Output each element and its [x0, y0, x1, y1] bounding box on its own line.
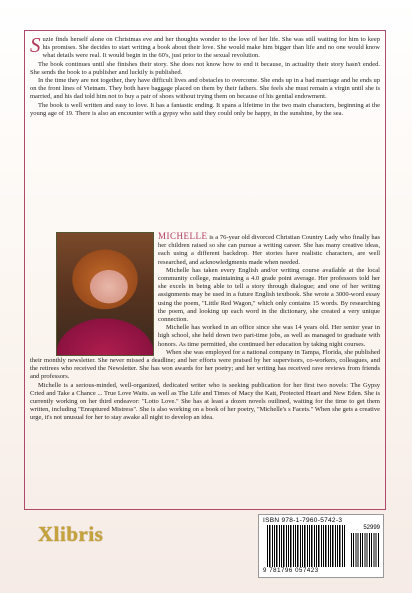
bio-paragraph: Michelle has worked in an office since she was 14 years old. Her senior year in high school, she held down two part-time jobs, as well as managed to graduate with honors. As time permitted, she continued her education by taking night courses. [158, 324, 380, 348]
barcode-addon-bars [351, 533, 379, 567]
author-photo [56, 232, 154, 356]
summary-paragraph [30, 33, 380, 61]
author-intro: is a 76-year old divorced Christian Country Lady who finally has her children raised so she can pursue a writing career. She has many creative ideas, each using a different backdrop. Her stories have realistic characters, are well researched, and acknowledgments made when needed. [158, 234, 380, 266]
barcode-bars [267, 525, 345, 567]
bio-paragraph: Michelle has taken every English and/or writing course available at the local community college, maintaining a 4.0 grade point average. Her professors told her she excels in being able to tell a story through dialogue; and one of her writing assignments may be used in a future English textbook. She wrote a 3000-word essay using the poem, "Little Red Wagon," which only contains 15 words. By researching the poem, and looking up each word in the dictionary, she created a very unique connection. [158, 266, 380, 324]
summary-paragraph: The book continues until she finishes their story. She does not know how to end it because, in actuality their story hasn't ended. She sends the book to a publisher and luckily is published. [30, 60, 380, 76]
author-name: MICHELLE [158, 231, 208, 241]
summary-paragraph: The book is well written and easy to love. It has a fantastic ending. It spans a lifetime in the two main characters, beginning at the young age of 19. There is also an encounter with a gypsy who said they could only be happy, in the sunshine, by the sea. [30, 101, 380, 117]
barcode-digits: 9 781796 057423 [263, 568, 319, 574]
price-code: 52999 [363, 525, 380, 531]
book-summary [30, 33, 380, 118]
isbn-barcode [258, 514, 384, 578]
bio-paragraph: Michelle is a serious-minded, well-organized, dedicated writer who is seeking publication for her first two novels: The Gypsy Cried and Take a Chance ... True Love Waits. as well as The Life and Times of Macy the Katt, Protected Heart and New Eden. She is currently working on her third endeavor: "Lotto Love." She has at least a dozen novels outlined, waiting for the time to get them written, including "Enraptured Mistress". She is also working on a book of her poetry, "Michelle's s Facets." When she gets a creative urge, it's not unusual for her to stay awake all night to develop an idea. [30, 381, 380, 422]
dropcap-letter: S [30, 33, 41, 57]
bio-paragraph: When she was employed for a national company in Tampa, Florida, she published their monthly newsletter. She never missed a deadline; and her efforts were praised by her supervisors, co-workers, colleagues, and the retirees who received the Newsletter. She has won awards for her poetry; and her writing has received rave reviews from friends and professors. [30, 348, 380, 381]
isbn-label: ISBN 978-1-7960-5742-3 [263, 517, 343, 524]
summary-text: uzie finds herself alone on Christmas eve and her thoughts wonder to the love of her life. She was still waiting for him to keep his promises. She decides to start writing a book about their love. She would make him bigger than life and no one would know what details were real. It would begin in the 60's, just prior to the sexual revolution. [42, 36, 380, 60]
publisher-logo: Xlibris [38, 522, 104, 546]
summary-paragraph: In the time they are not together, they have difficult lives and obstacles to overcome. She ends up in a bad marriage and he ends up on the front lines of Vietnam. They both have baggage placed on them by their fathers. She feels she must remain a virgin until she is married, and his dad told him not to buy a pair of shoes without trying them on because of his genital endowment. [30, 77, 380, 101]
